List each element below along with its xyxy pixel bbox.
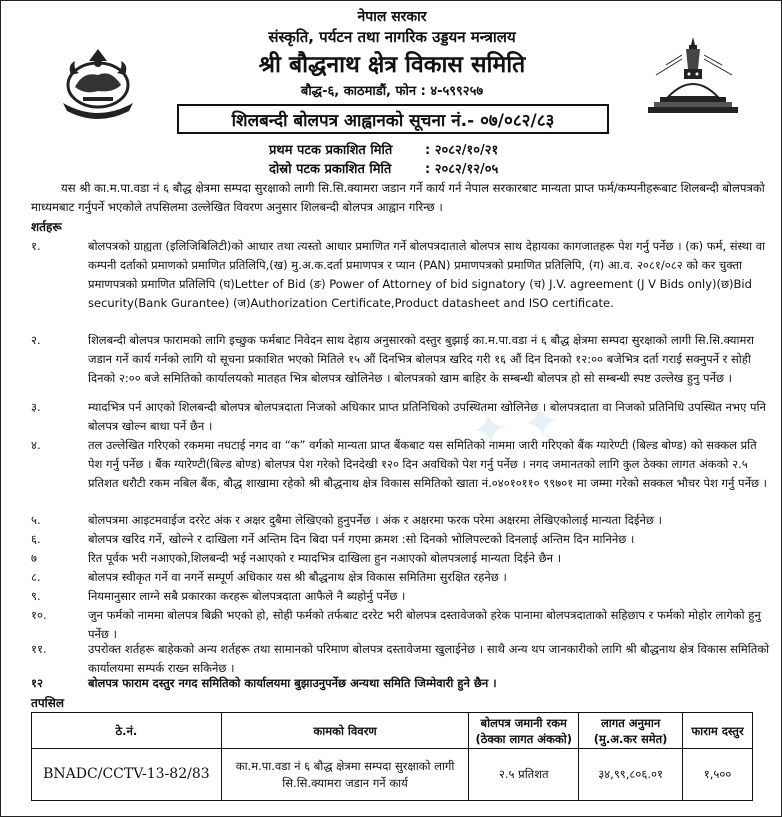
condition-text: तल उल्लेखित गरिएको रकममा नघटाई नगद वा “क” वर्गको मान्यता प्राप्त बैंकबाट यस समितिको नाममा जारी गरिएको बैंक ग्यारेण्टी (बिल्ड बोण्ड) को सक्कल प्रति पेश गर्नु पर्नेछ । बैंक ग्यारेण्टी(बिल्ड बोण्ड) बोलपत्र पेश गरेको दिनदेखी १२० दिन अवधिको पेश गर्नु पर्नेछ । नगद जमानतको लागि कुल ठेक्का लागत अंकको २.५ प्रतिशत धरौटी रकम नबिल बैंक, बौद्ध शाखामा रहेको श्री बौद्धनाथ क्षेत्र विकास समितिको खाता नं.०४०१०११० ९९७०१ मा जम्मा गरेको सक्कल भौचर पेश गर्नु पर्नेछ ।: [88, 438, 768, 490]
condition-number: १०.: [31, 608, 47, 622]
table-row: [32, 749, 753, 801]
condition-text: जुन फर्मको नाममा बोलपत्र बिक्री भएको हो, सोही फर्मको तर्फबाट दररेट भरी बोलपत्र दस्तावेजको हरेक पानामा बोलपत्रदाताको सहिछाप र फर्मको मोहोर लागेको हुनु पर्नेछ ।: [88, 608, 761, 641]
cell-work-description: का.म.पा.वडा नं ६ बौद्ध क्षेत्रमा सम्पदा सुरक्षाको लागी सि.सि.क्यामरा जडान गर्ने कार्य: [221, 749, 469, 801]
condition-number: ८.: [31, 570, 41, 584]
second-publication: [269, 159, 498, 177]
condition-item: [31, 530, 771, 549]
second-publication-label: दोस्रो पटक प्रकाशित मिति: [269, 162, 392, 177]
condition-item: [31, 568, 771, 587]
condition-number: ६.: [31, 532, 41, 546]
schedule-heading: तपसिल: [31, 696, 65, 710]
condition-number: ७: [31, 551, 37, 565]
first-publication: [269, 140, 498, 158]
header-contract-no: ठे.नं.: [32, 713, 222, 749]
cell-form-fee: १,५००: [683, 749, 753, 801]
header-cost-estimate: लागत अनुमान (मु.अ.कर समेत): [579, 713, 683, 749]
condition-text: बोलपत्र फाराम दस्तुर नगद समितिको कार्यालयमा बुझाउनुपर्नेछ अन्यथा समिति जिम्मेवारी हुने छैन ।: [88, 676, 497, 690]
condition-text: म्यादभित्र पर्न आएको शिलबन्दी बोलपत्र बोलपत्रदाता निजको अधिकार प्राप्त प्रतिनिधिको उपस्थितमा खोलिनेछ । बोलपत्रदाता वा निजको प्रतिनिधि उपस्थित नभए पनि बोलपत्र खोल्न बाधा पर्ने छैन ।: [88, 400, 766, 433]
condition-item: [31, 640, 771, 678]
condition-item: [31, 398, 771, 436]
cell-contract-no: BNADC/CCTV-13-82/83: [32, 749, 222, 801]
condition-number: ११.: [31, 642, 47, 656]
header-work-description: कामको विवरण: [221, 713, 469, 749]
address-phone: बौद्ध-६, काठमाडौं, फोन : ४-५९९२५७: [300, 84, 484, 99]
header-bid-security: बोलपत्र जमानी रकम (ठेक्का लागत अंकको): [469, 713, 579, 749]
condition-number: ३.: [31, 400, 41, 414]
schedule-table: [31, 712, 753, 801]
condition-item: [31, 436, 771, 493]
condition-item: [31, 606, 771, 644]
condition-item: [31, 511, 771, 530]
watermark-icon: ✦ ✦: [467, 395, 564, 458]
condition-item: [31, 331, 771, 388]
first-publication-date: : २०८२/१०/२१: [425, 143, 499, 158]
notice-title: शिलबन्दी बोलपत्र आह्वानको सूचना नं.- ०७/०८२/८३: [177, 104, 609, 134]
ministry-name: संस्कृति, पर्यटन तथा नागरिक उड्डयन मन्त्रालय: [268, 28, 516, 46]
condition-number: १२: [31, 676, 43, 690]
condition-text: नियमानुसार लाग्ने सबै प्रकारका करहरू बोलपत्रदाता आफैले नै ब्यहोर्नु पर्नेछ ।: [88, 589, 406, 603]
condition-text: शिलबन्दी बोलपत्र फारामको लागि इच्छुक फर्मबाट निवेदन साथ देहाय अनुसारको दस्तुर बुझाई का.म.पा.वडा नं ६ बौद्ध क्षेत्रमा सम्पदा सुरक्षाको लागी सि.सि.क्यामरा जडान गर्ने कार्य गर्नको लागि यो सूचना प्रकाशित भएको मितिले १५ औं दिनभित्र बोलपत्र खरिद गरी १६ औं दिन दिनको १२:०० बजेभित्र दर्ता गराई सक्नुपर्ने र सोही दिनको २:०० बजे समितिको कार्यालयको मातहत भित्र बोलपत्र खोलिनेछ । बोलपत्रको खाम बाहिर के सम्बन्धी बोलपत्र हो सो सम्बन्धी स्पष्ट उल्लेख हुनु पर्नेछ ।: [88, 333, 755, 385]
condition-number: ९.: [31, 589, 41, 603]
condition-item: [31, 549, 771, 568]
condition-text: रित पूर्वक भरी नआएको,शिलबन्दी भई नआएको र म्यादभित्र दाखिला हुन नआएको बोलपत्रलाई मान्यता दिईने छैन ।: [88, 551, 562, 565]
condition-number: ४.: [31, 438, 41, 452]
government-name: नेपाल सरकार: [357, 9, 427, 25]
organization-name: श्री बौद्धनाथ क्षेत्र विकास समिति: [258, 52, 526, 78]
condition-text: बोलपत्र खरिद गर्ने, खोल्ने र दाखिला गर्ने अन्तिम दिन बिदा पर्न गएमा क्रमश :सो दिनको भोलिपल्टको दिनलाई अन्तिम दिन मानिनेछ ।: [88, 532, 635, 546]
intro-paragraph: यस श्री का.म.पा.वडा नं ६ बौद्ध क्षेत्रमा सम्पदा सुरक्षाको लागी सि.सि.क्यामरा जडान गर्ने कार्य गर्न नेपाल सरकारबाट मान्यता प्राप्त फर्म/कम्पनीहरूबाट शिलबन्दी बोलपत्रको माध्यमबाट गर्नुपर्ने भएकोले तपसिलमा उल्लेखित विवरण अनुसार शिलबन्दी बोलपत्र आह्वान गरिन्छ ।: [31, 181, 765, 214]
cell-bid-security: २.५ प्रतिशत: [469, 749, 579, 801]
condition-item: [31, 674, 771, 693]
condition-item: [31, 237, 771, 313]
table-header-row: [32, 713, 753, 749]
header-form-fee: फाराम दस्तुर: [683, 713, 753, 749]
condition-item: [31, 587, 771, 606]
cell-cost-estimate: ३४,९९,८०६.०१: [579, 749, 683, 801]
condition-text: बोलपत्रको ग्राह्यता (इलिजिबिलिटी)को आधार तथा त्यस्तो आधार प्रमाणित गर्ने बोलपत्रदाताले बोलपत्र साथ देहायका कागजातहरू पेश गर्नु पर्नेछ । (क) फर्म, संस्था वा कम्पनी दर्ताको प्रमाणको प्रमाणित प्रतिलिपि,(ख) मु.अ.क.दर्ता प्रमाणपत्र र प्यान (PAN) प्रमाणपत्रको प्रमाणित प्रतिलिपि, (ग) आ.व. २०८१/०८२ को कर चुक्ता प्रमाणपत्रको प्रमाणित प्रतिलिपि (घ)Letter of Bid (ङ) Power of Attorney of bid signatory (च) J.V. agreement (J V Bids only)(छ)Bid security(Bank Gurantee) (ज)Authorization Certificate,Product datasheet and ISO certificate.: [88, 239, 766, 310]
condition-number: ५.: [31, 513, 41, 527]
condition-number: २.: [31, 333, 41, 347]
condition-number: १.: [31, 239, 41, 253]
condition-text: बोलपत्रमा आइटमवाईज दररेट अंक र अक्षर दुबैमा लेखिएको हुनुपर्नेछ । अंक र अक्षरमा फरक परेमा अक्षरमा लेखिएकोलाई मान्यता दिईनेछ ।: [88, 513, 662, 527]
condition-text: बोलपत्र स्वीकृत गर्ने वा नगर्ने सम्पूर्ण अधिकार यस श्री बौद्धनाथ क्षेत्र विकास समितिमा सुरक्षित रहनेछ ।: [88, 570, 507, 584]
nepal-emblem-icon: [53, 41, 143, 123]
second-publication-date: : २०८२/१२/०५: [425, 162, 499, 177]
boudhanath-stupa-icon: [646, 35, 741, 117]
condition-text: उपरोक्त शर्तहरू बाहेकको अन्य शर्तहरू तथा सामानको परिमाण बोलपत्र दस्तावेजमा खुलाईनेछ । साथै अन्य थप जानकारीको लागि श्री बौद्धनाथ क्षेत्र विकास समितिको कार्यालयमा सम्पर्क राख्न सकिनेछ ।: [88, 642, 770, 675]
first-publication-label: प्रथम पटक प्रकाशित मिति: [269, 143, 393, 158]
conditions-heading: शर्तहरू: [31, 220, 62, 234]
